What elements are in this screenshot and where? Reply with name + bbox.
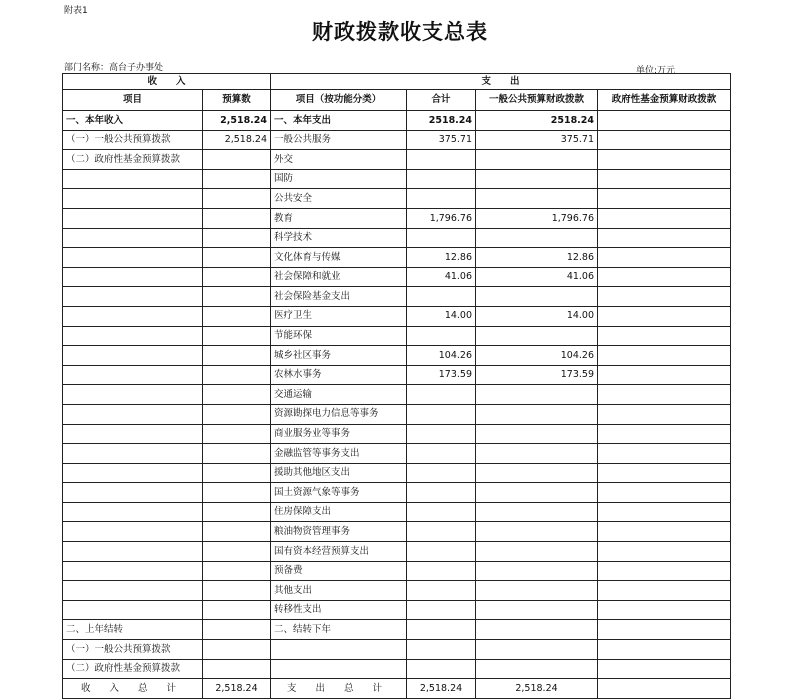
income-value-cell [203, 306, 271, 326]
income-item-cell [63, 346, 203, 366]
general-budget-cell [476, 424, 598, 444]
general-budget-cell [476, 189, 598, 209]
table-row [63, 169, 731, 189]
total-cell [407, 522, 476, 542]
income-item-cell [63, 365, 203, 385]
expense-item-cell: 文化体育与传媒 [271, 248, 407, 268]
table-row [63, 659, 731, 679]
general-budget-cell [476, 659, 598, 679]
table-row [63, 404, 731, 424]
general-budget-cell [476, 326, 598, 346]
general-budget-cell [476, 404, 598, 424]
general-budget-cell [476, 463, 598, 483]
fund-budget-cell [598, 287, 731, 307]
table-row [63, 228, 731, 248]
expense-item-cell: 外交 [271, 150, 407, 170]
general-budget-cell [476, 522, 598, 542]
budget-table [62, 73, 731, 699]
fund-budget-cell [598, 169, 731, 189]
table-row [63, 385, 731, 405]
expense-item-cell: 资源勘探电力信息等事务 [271, 404, 407, 424]
total-cell [407, 150, 476, 170]
income-item-cell [63, 248, 203, 268]
expense-item-cell: 科学技术 [271, 228, 407, 248]
fund-budget-cell [598, 502, 731, 522]
income-value-cell [203, 659, 271, 679]
fund-budget-cell [598, 424, 731, 444]
income-item-cell: （二）政府性基金预算拨款 [63, 659, 203, 679]
income-value-cell [203, 404, 271, 424]
total-cell [407, 287, 476, 307]
fund-budget-cell [598, 111, 731, 131]
income-value-cell: 2,518.24 [203, 111, 271, 131]
expense-item-cell: 粮油物资管理事务 [271, 522, 407, 542]
expense-item-cell [271, 640, 407, 660]
general-budget-cell [476, 483, 598, 503]
table-row [63, 189, 731, 209]
total-cell: 173.59 [407, 365, 476, 385]
income-item-cell [63, 542, 203, 562]
header-row-columns [63, 90, 731, 111]
total-cell [407, 385, 476, 405]
fund-budget-cell [598, 581, 731, 601]
expense-item-cell: 其他支出 [271, 581, 407, 601]
income-value-cell [203, 189, 271, 209]
income-value-cell [203, 248, 271, 268]
expense-item-cell: 援助其他地区支出 [271, 463, 407, 483]
fund-budget-cell [598, 600, 731, 620]
fund-budget-cell [598, 130, 731, 150]
fund-budget-cell [598, 483, 731, 503]
income-item-cell [63, 169, 203, 189]
general-budget-cell [476, 581, 598, 601]
expense-item-cell: 国土资源气象等事务 [271, 483, 407, 503]
expense-general-total: 2,518.24 [476, 679, 598, 699]
general-budget-cell [476, 287, 598, 307]
fund-budget-cell [598, 404, 731, 424]
income-value-cell [203, 463, 271, 483]
fund-budget-cell [598, 267, 731, 287]
fund-budget-cell [598, 306, 731, 326]
income-value-cell [203, 385, 271, 405]
table-row [63, 150, 731, 170]
income-item-cell [63, 522, 203, 542]
expense-item-cell: 农林水事务 [271, 365, 407, 385]
total-cell [407, 561, 476, 581]
expense-item-cell: 国防 [271, 169, 407, 189]
income-item-cell: （一）一般公共预算拨款 [63, 130, 203, 150]
fund-budget-cell [598, 522, 731, 542]
income-item-cell [63, 424, 203, 444]
col-header-fund: 政府性基金预算财政拨款 [598, 90, 731, 111]
income-item-cell: 一、本年收入 [63, 111, 203, 131]
col-header-item: 项目 [63, 90, 203, 111]
income-value-cell [203, 365, 271, 385]
income-item-cell [63, 404, 203, 424]
total-cell: 41.06 [407, 267, 476, 287]
table-row [63, 444, 731, 464]
table-row [63, 365, 731, 385]
income-value-cell [203, 444, 271, 464]
income-value-cell [203, 640, 271, 660]
table-row [63, 600, 731, 620]
total-cell: 1,796.76 [407, 208, 476, 228]
income-value-cell [203, 581, 271, 601]
fund-budget-cell [598, 248, 731, 268]
income-value-cell [203, 424, 271, 444]
expense-item-cell: 二、结转下年 [271, 620, 407, 640]
income-item-cell: （一）一般公共预算拨款 [63, 640, 203, 660]
income-item-cell [63, 600, 203, 620]
expense-item-cell: 交通运输 [271, 385, 407, 405]
expense-total-value: 2,518.24 [407, 679, 476, 699]
income-item-cell [63, 581, 203, 601]
table-row [63, 326, 731, 346]
fund-budget-cell [598, 346, 731, 366]
table-row [63, 424, 731, 444]
total-cell [407, 189, 476, 209]
income-value-cell [203, 620, 271, 640]
income-item-cell [63, 228, 203, 248]
general-budget-cell [476, 228, 598, 248]
total-cell [407, 659, 476, 679]
general-budget-cell: 14.00 [476, 306, 598, 326]
income-item-cell [63, 287, 203, 307]
expense-total-label: 支 出 总 计 [271, 679, 407, 699]
income-item-cell [63, 208, 203, 228]
income-item-cell [63, 306, 203, 326]
general-budget-cell [476, 444, 598, 464]
expense-item-cell: 转移性支出 [271, 600, 407, 620]
general-budget-cell [476, 169, 598, 189]
total-cell: 104.26 [407, 346, 476, 366]
table-row [63, 620, 731, 640]
total-cell: 14.00 [407, 306, 476, 326]
fund-budget-cell [598, 189, 731, 209]
fund-budget-cell [598, 561, 731, 581]
fund-budget-cell [598, 640, 731, 660]
expense-item-cell: 节能环保 [271, 326, 407, 346]
general-budget-cell [476, 640, 598, 660]
col-header-total: 合计 [407, 90, 476, 111]
fund-budget-cell [598, 365, 731, 385]
total-cell: 375.71 [407, 130, 476, 150]
expense-item-cell: 金融监管等事务支出 [271, 444, 407, 464]
col-header-item-func: 项目（按功能分类） [271, 90, 407, 111]
table-row [63, 463, 731, 483]
income-item-cell [63, 444, 203, 464]
total-cell [407, 424, 476, 444]
expense-item-cell: 社会保障和就业 [271, 267, 407, 287]
income-value-cell [203, 326, 271, 346]
fund-budget-cell [598, 326, 731, 346]
table-row [63, 346, 731, 366]
table-row [63, 502, 731, 522]
fund-budget-cell [598, 444, 731, 464]
income-item-cell [63, 483, 203, 503]
total-cell [407, 581, 476, 601]
income-item-cell [63, 385, 203, 405]
table-row [63, 522, 731, 542]
total-cell [407, 169, 476, 189]
expense-item-cell: 国有资本经营预算支出 [271, 542, 407, 562]
table-row [63, 248, 731, 268]
income-value-cell [203, 561, 271, 581]
general-budget-cell: 1,796.76 [476, 208, 598, 228]
table-row [63, 208, 731, 228]
total-cell: 2518.24 [407, 111, 476, 131]
income-value-cell [203, 150, 271, 170]
department-label: 部门名称：高台子办事处 [64, 63, 164, 73]
expense-item-cell [271, 659, 407, 679]
expense-item-cell: 住房保障支出 [271, 502, 407, 522]
total-cell [407, 542, 476, 562]
general-budget-cell [476, 502, 598, 522]
table-row [63, 561, 731, 581]
income-value-cell [203, 287, 271, 307]
income-item-cell [63, 189, 203, 209]
total-cell [407, 326, 476, 346]
income-item-cell [63, 561, 203, 581]
fund-budget-cell [598, 385, 731, 405]
income-value-cell [203, 600, 271, 620]
header-row-section [63, 74, 731, 90]
income-value-cell [203, 522, 271, 542]
income-total-label: 收 入 总 计 [63, 679, 203, 699]
total-cell [407, 444, 476, 464]
income-item-cell: 二、上年结转 [63, 620, 203, 640]
income-value-cell [203, 228, 271, 248]
fund-budget-cell [598, 208, 731, 228]
fund-budget-cell [598, 620, 731, 640]
table-row [63, 306, 731, 326]
income-value-cell [203, 169, 271, 189]
expense-item-cell: 社会保险基金支出 [271, 287, 407, 307]
col-header-general: 一般公共预算财政拨款 [476, 90, 598, 111]
expense-item-cell: 预备费 [271, 561, 407, 581]
income-item-cell: （二）政府性基金预算拨款 [63, 150, 203, 170]
fund-budget-cell [598, 542, 731, 562]
general-budget-cell [476, 150, 598, 170]
expense-item-cell: 商业服务业等事务 [271, 424, 407, 444]
general-budget-cell: 12.86 [476, 248, 598, 268]
table-row [63, 542, 731, 562]
general-budget-cell: 2518.24 [476, 111, 598, 131]
unit-label: 单位:万元 [636, 66, 676, 76]
income-item-cell [63, 463, 203, 483]
expense-item-cell: 城乡社区事务 [271, 346, 407, 366]
income-value-cell: 2,518.24 [203, 130, 271, 150]
fund-budget-cell [598, 150, 731, 170]
income-value-cell [203, 208, 271, 228]
income-item-cell [63, 502, 203, 522]
general-budget-cell [476, 620, 598, 640]
expense-item-cell: 公共安全 [271, 189, 407, 209]
expense-item-cell: 一般公共服务 [271, 130, 407, 150]
income-value-cell [203, 267, 271, 287]
expense-item-cell: 医疗卫生 [271, 306, 407, 326]
income-header: 收 入 [63, 74, 271, 90]
general-budget-cell [476, 385, 598, 405]
income-item-cell [63, 267, 203, 287]
table-row [63, 267, 731, 287]
col-header-budget: 预算数 [203, 90, 271, 111]
general-budget-cell: 41.06 [476, 267, 598, 287]
table-row [63, 130, 731, 150]
attachment-label: 附表1 [64, 6, 88, 16]
total-cell [407, 228, 476, 248]
fund-budget-cell [598, 659, 731, 679]
table-row [63, 287, 731, 307]
total-cell [407, 502, 476, 522]
expense-item-cell: 一、本年支出 [271, 111, 407, 131]
total-cell [407, 404, 476, 424]
general-budget-cell [476, 542, 598, 562]
expense-fund-total [598, 679, 731, 699]
total-cell [407, 600, 476, 620]
total-cell [407, 463, 476, 483]
income-item-cell [63, 326, 203, 346]
general-budget-cell: 104.26 [476, 346, 598, 366]
fund-budget-cell [598, 463, 731, 483]
total-cell [407, 640, 476, 660]
income-value-cell [203, 483, 271, 503]
table-row [63, 581, 731, 601]
fund-budget-cell [598, 228, 731, 248]
table-row [63, 483, 731, 503]
expense-header: 支 出 [271, 74, 731, 90]
general-budget-cell [476, 561, 598, 581]
table-row [63, 640, 731, 660]
total-cell [407, 620, 476, 640]
income-value-cell [203, 346, 271, 366]
general-budget-cell: 375.71 [476, 130, 598, 150]
total-cell: 12.86 [407, 248, 476, 268]
footer-row [63, 679, 731, 699]
page-title: 财政拨款收支总表 [312, 19, 488, 44]
total-cell [407, 483, 476, 503]
general-budget-cell [476, 600, 598, 620]
expense-item-cell: 教育 [271, 208, 407, 228]
table-row [63, 111, 731, 131]
income-total-value: 2,518.24 [203, 679, 271, 699]
general-budget-cell: 173.59 [476, 365, 598, 385]
income-value-cell [203, 542, 271, 562]
income-value-cell [203, 502, 271, 522]
